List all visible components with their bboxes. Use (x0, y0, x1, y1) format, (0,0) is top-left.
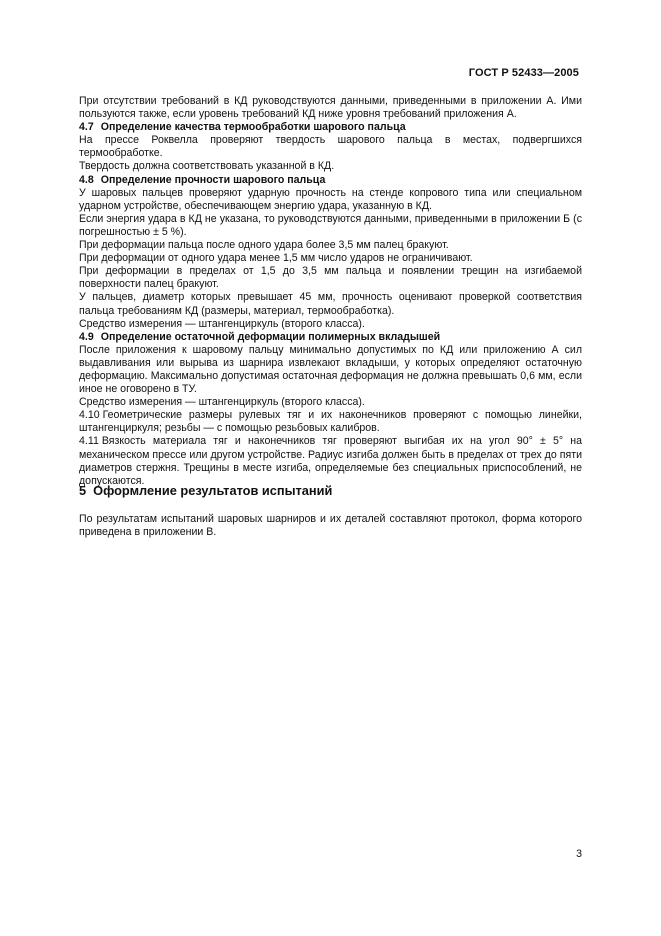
section-5-body (79, 513, 582, 539)
paragraph-text: Средство измерения — штангенциркуль (второго класса). (79, 317, 365, 330)
paragraph (79, 318, 582, 331)
heading-text: Определение качества термообработки шарового пальца (100, 121, 406, 134)
paragraph-text: Средство измерения — штангенциркуль (второго класса). (79, 396, 365, 409)
paragraph (79, 291, 582, 317)
paragraph (79, 252, 582, 265)
paragraph-text: После приложения к шаровому пальцу минимально допустимых по КД или приложению А сил выдавливания или вырыва из шарнира извлекают вкладыши, у которых определяют остаточную деформацию. Максимально допустимая остаточная деформация не должна превышать 0,6 мм, если иное не оговорено в ТУ. (79, 343, 582, 396)
heading-text: Определение прочности шарового пальца (100, 173, 326, 186)
heading-number: 4.7 (79, 121, 94, 134)
numbered-paragraph-4-10 (79, 409, 582, 435)
paragraph-text: При деформации пальца после одного удара более 3,5 мм палец бракуют. (79, 239, 449, 252)
paragraph (79, 213, 582, 239)
paragraph-text: На прессе Роквелла проверяют твердость шарового пальца в местах, подвергшихся термообработке. (79, 134, 582, 160)
section-number: 5 (79, 483, 87, 498)
document-code-header: ГОСТ Р 52433—2005 (468, 67, 579, 79)
document-body (79, 95, 582, 488)
paragraph-text: При деформации от одного удара менее 1,5 мм число ударов не ограничивают. (79, 252, 473, 265)
paragraph-text: Твердость должна соответствовать указанной в КД. (79, 160, 335, 173)
paragraph (79, 134, 582, 160)
paragraph-text: Геометрические размеры рулевых тяг и их наконечников проверяют с помощью линейки, штангенциркуля; резьбы — с помощью резьбовых калибров. (79, 409, 582, 435)
paragraph-text: Если энергия удара в КД не указана, то руководствуются данными, приведенными в приложении Б (с погрешностью ± 5 %). (79, 212, 582, 238)
paragraph (79, 160, 582, 173)
subsection-heading-4-8 (79, 174, 582, 187)
heading-number: 4.9 (79, 330, 94, 343)
paragraph-number: 4.10 (79, 409, 100, 422)
paragraph (79, 187, 582, 213)
paragraph (79, 239, 582, 252)
paragraph-text: По результатам испытаний шаровых шарниров и их деталей составляют протокол, форма которого приведена в приложении В. (79, 513, 582, 539)
heading-text: Определение остаточной деформации полимерных вкладышей (100, 330, 441, 343)
paragraph-text: У пальцев, диаметр которых превышает 45 мм, прочность оценивают проверкой соответствия пальца требованиям КД (размеры, материал, термообработка). (79, 291, 582, 317)
subsection-heading-4-7 (79, 121, 582, 134)
paragraph (79, 396, 582, 409)
page-number: 3 (576, 848, 582, 860)
paragraph (79, 344, 582, 396)
numbered-paragraph-4-11 (79, 435, 582, 487)
heading-number: 4.8 (79, 173, 94, 186)
section-title: Оформление результатов испытаний (93, 483, 333, 498)
paragraph-text: У шаровых пальцев проверяют ударную прочность на стенде копрового типа или специальном ударном устройстве, обеспечивающем энергию удара, указанную в КД. (79, 186, 582, 212)
paragraph-text: Вязкость материала тяг и наконечников тяг проверяют выгибая их на угол 90° ± 5° на механическом прессе или другом устройстве. Радиус изгиба должен быть в пределах от трех до пяти диаметров стержня. Трещины в месте изгиба, определяемые без специальных приспособлений, не допускаются. (79, 435, 582, 487)
paragraph-text: При отсутствии требований в КД руководствуются данными, приведенными в приложении А. Ими пользуются также, если уровень требований КД ниже уровня требований приложения А. (79, 95, 582, 121)
subsection-heading-4-9 (79, 331, 582, 344)
paragraph-text: При деформации в пределах от 1,5 до 3,5 мм пальца и появлении трещин на изгибаемой поверхности палец бракуют. (79, 265, 582, 291)
paragraph (79, 513, 582, 539)
paragraph-number: 4.11 (79, 435, 99, 448)
paragraph (79, 95, 582, 121)
section-heading-5 (79, 483, 332, 498)
paragraph (79, 265, 582, 291)
